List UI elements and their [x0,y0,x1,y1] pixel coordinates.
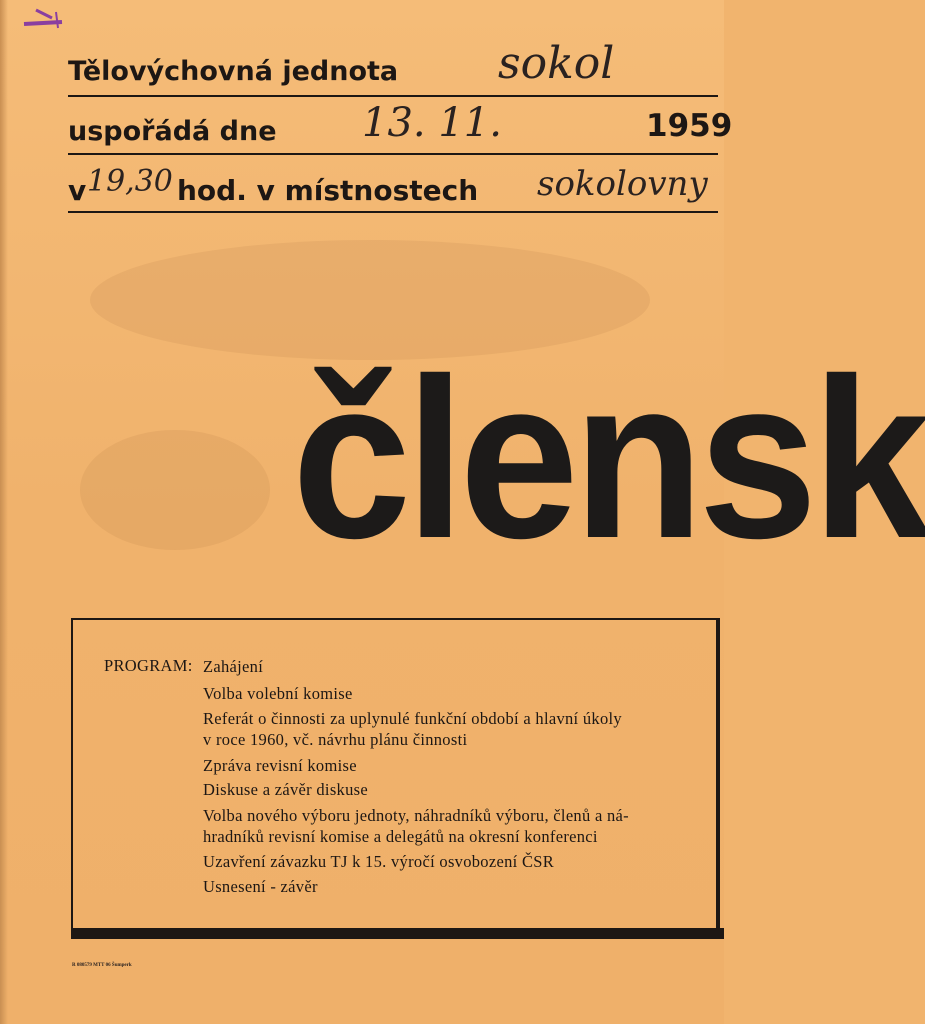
header-rule [68,211,718,213]
program-item: Zahájení [203,657,264,676]
program-item: hradníků revisní komise a delegátů na okresní konferenci [203,827,598,846]
faded-print [80,430,270,550]
handwritten-club-name: sokol [498,38,615,89]
program-item: Diskuse a závěr diskuse [203,780,368,799]
handwritten-date: 13. 11. [362,100,502,146]
program-item: Usnesení - závěr [203,877,318,896]
handwritten-time: 19,30 [87,164,173,199]
program-item: Volba nového výboru jednoty, náhradníků výboru, členů a ná- [203,806,629,825]
header-venue-label: hod. v místnostech [177,174,479,207]
header-rule [68,95,718,97]
corner-stamp-icon [22,6,66,34]
header-time-prefix: v [68,174,87,207]
header-date-label: uspořádá dne [68,116,277,147]
program-item: Volba volební komise [203,684,353,703]
header-rule [68,153,718,155]
program-item: Referát o činnosti za uplynulé funkční období a hlavní úkoly [203,709,622,728]
headline: člensk [292,332,925,586]
print-note: R 080579 MTT 06 Šumperk [72,963,132,968]
header-year: 1959 [646,108,733,144]
handwritten-venue: sokolovny [537,164,708,204]
program-item: v roce 1960, vč. návrhu plánu činnosti [203,730,468,749]
program-item: Zpráva revisní komise [203,756,357,775]
program-box-border [71,928,724,939]
header-club-label: Tělovýchovná jednota [68,56,399,87]
program-box-border [716,618,720,932]
program-label: PROGRAM: [104,656,193,675]
program-item: Uzavření závazku TJ k 15. výročí osvobození ČSR [203,852,555,871]
paper-edge [0,0,8,1024]
